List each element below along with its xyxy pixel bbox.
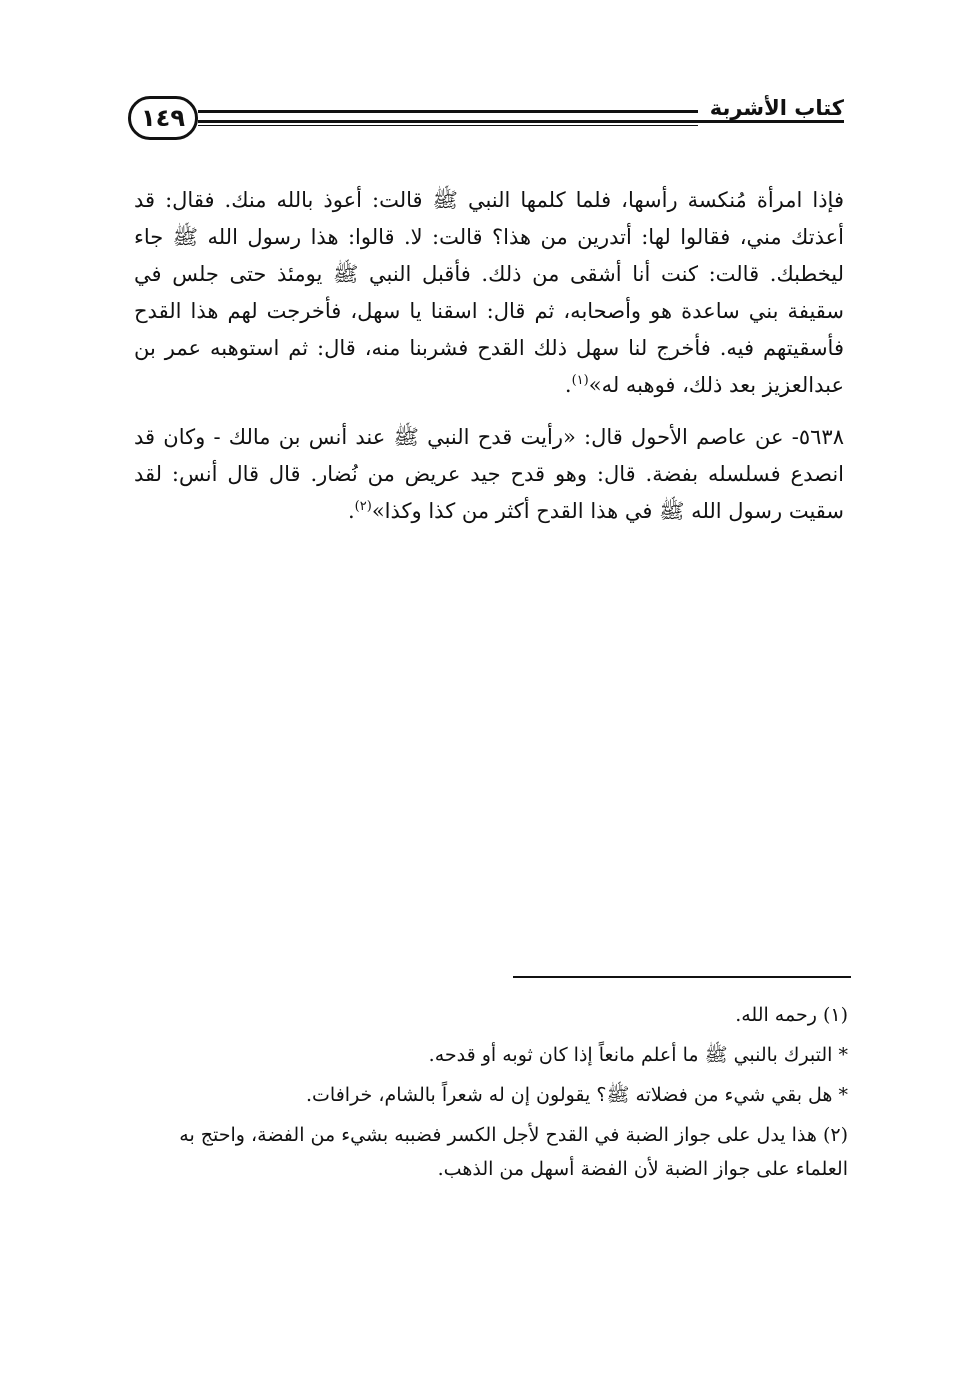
paragraph-text: فإذا امرأة مُنكسة رأسها، فلما كلمها النبي ﷺ قالت: أعوذ بالله منك. فقال: قد أعذتك مني، فقالوا لها: أتدرين من هذا؟ قالت: لا. قالوا: هذا رسول الله ﷺ جاء ليخطبك. قالت: كنت أنا أشقى من ذلك. فأقبل النبي ﷺ يومئذ حتى جلس في سقيفة بني ساعدة هو وأصحابه، ثم قال: اسقنا يا سهل، فأخرجت لهم هذا القدح فأسقيتهم فيه. فأخرج لنا سهل ذلك القدح فشربنا منه، قال: ثم استوهبه عمر بن عبدالعزيز بعد ذلك، فوهبه له» — [134, 188, 844, 397]
paragraph-text: ٥٦٣٨- عن عاصم الأحول قال: «رأيت قدح النبي ﷺ عند أنس بن مالك - وكان قد انصدع فسلسله بفضة. قال: وهو قدح جيد عريض من نُضار. قال قال أنس: لقد سقيت رسول الله ﷺ في هذا القدح أكثر من كذا وكذا» — [134, 425, 844, 523]
footnote-1: (١) رحمه الله. — [735, 1004, 848, 1026]
footnote-2: (٢) هذا يدل على جواز الضبة في القدح لأجل الكسر فضببه بشيء من الفضة، واحتج به العلماء على جواز الضبة لأن الفضة أسهل من الذهب. — [179, 1124, 848, 1180]
footnote-comment-2: * هل بقي شيء من فضلاته ﷺ؟ يقولون إن له شعراً بالشام، خرافات. — [306, 1084, 848, 1106]
footnote-comment-1: * التبرك بالنبي ﷺ ما أعلم مانعاً إذا كان ثوبه أو قدحه. — [428, 1044, 848, 1066]
paragraph-continuation — [134, 182, 844, 404]
page-number: ١٤٩ — [128, 96, 198, 140]
hadith-5638 — [134, 419, 844, 530]
paragraph-end: . — [564, 373, 572, 397]
header-rule-under — [198, 120, 844, 123]
footnotes — [148, 998, 848, 1192]
book-title: كتاب الأشربة — [709, 96, 844, 120]
footnote-ref-2: (٢) — [354, 499, 372, 514]
main-text — [134, 182, 844, 545]
paragraph-end: . — [347, 499, 355, 523]
footnote-ref-1: (١) — [571, 373, 589, 388]
running-header — [128, 96, 844, 144]
header-rule — [198, 110, 698, 126]
footnote-separator — [513, 976, 851, 978]
